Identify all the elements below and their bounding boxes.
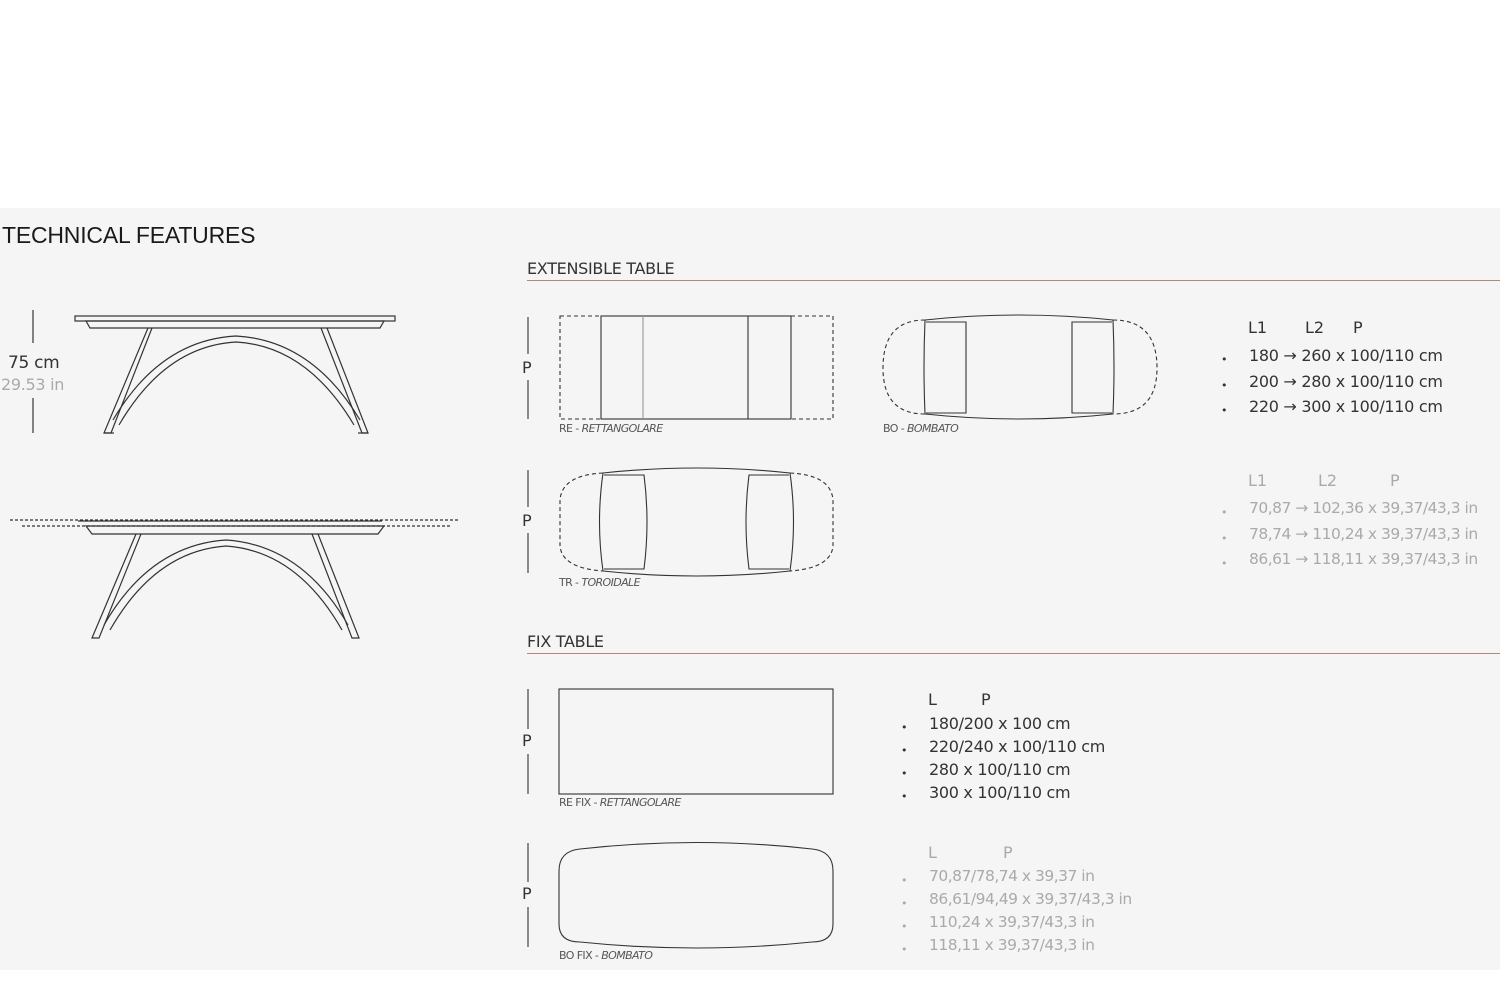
list-item: • 86,61/94,49 x 39,37/43,3 in (901, 888, 1132, 911)
fix-cm-header-l: L (928, 690, 937, 709)
ext-cm-header-l1: L1 (1248, 318, 1268, 337)
ext-cm-header-p: P (1353, 318, 1363, 337)
fix-shapes-drawing (500, 680, 860, 960)
list-item: • 200 → 280 x 100/110 cm (1221, 369, 1443, 395)
ext-cm-header-l2: L2 (1305, 318, 1325, 337)
list-item: • 220/240 x 100/110 cm (901, 735, 1105, 758)
caption-bo-fix: BO FIX - BOMBATO (559, 949, 653, 962)
fix-cm-list (901, 712, 1105, 804)
list-item: • 220 → 300 x 100/110 cm (1221, 394, 1443, 420)
list-item: • 280 x 100/110 cm (901, 758, 1105, 781)
ext-in-header-l2: L2 (1318, 471, 1338, 490)
fix-table-heading: FIX TABLE (527, 632, 604, 651)
extensible-cm-list (1221, 343, 1443, 420)
caption-bo: BO - BOMBATO (883, 422, 959, 435)
extensible-divider (527, 280, 1500, 281)
fix-in-header-l: L (928, 843, 937, 862)
list-item: • 86,61 → 118,11 x 39,37/43,3 in (1221, 547, 1478, 573)
height-in: 29.53 in (1, 375, 65, 394)
fix-cm-header-p: P (981, 690, 991, 709)
side-view-closed-drawing (0, 300, 410, 440)
page-title: TECHNICAL FEATURES (2, 222, 256, 248)
side-view-extended-drawing (0, 510, 470, 650)
extensible-shapes-drawing (500, 300, 1180, 590)
list-item: • 180 → 260 x 100/110 cm (1221, 343, 1443, 369)
extensible-p-label-1: P (522, 358, 532, 377)
ext-in-header-l1: L1 (1248, 471, 1268, 490)
caption-re: RE - RETTANGOLARE (559, 422, 663, 435)
list-item: • 300 x 100/110 cm (901, 781, 1105, 804)
extensible-in-list (1221, 496, 1478, 573)
fix-in-list (901, 865, 1132, 957)
caption-tr: TR - TOROIDALE (559, 576, 640, 589)
fix-p-label-1: P (522, 731, 532, 750)
caption-re-fix: RE FIX - RETTANGOLARE (559, 796, 681, 809)
height-cm: 75 cm (8, 353, 60, 373)
list-item: • 180/200 x 100 cm (901, 712, 1105, 735)
list-item: • 70,87 → 102,36 x 39,37/43,3 in (1221, 496, 1478, 522)
fix-divider (527, 653, 1500, 654)
list-item: • 110,24 x 39,37/43,3 in (901, 911, 1132, 934)
ext-in-header-p: P (1390, 471, 1400, 490)
list-item: • 118,11 x 39,37/43,3 in (901, 934, 1132, 957)
fix-in-header-p: P (1003, 843, 1013, 862)
extensible-p-label-2: P (522, 511, 532, 530)
fix-p-label-2: P (522, 884, 532, 903)
list-item: • 70,87/78,74 x 39,37 in (901, 865, 1132, 888)
extensible-table-heading: EXTENSIBLE TABLE (527, 259, 675, 278)
list-item: • 78,74 → 110,24 x 39,37/43,3 in (1221, 522, 1478, 548)
